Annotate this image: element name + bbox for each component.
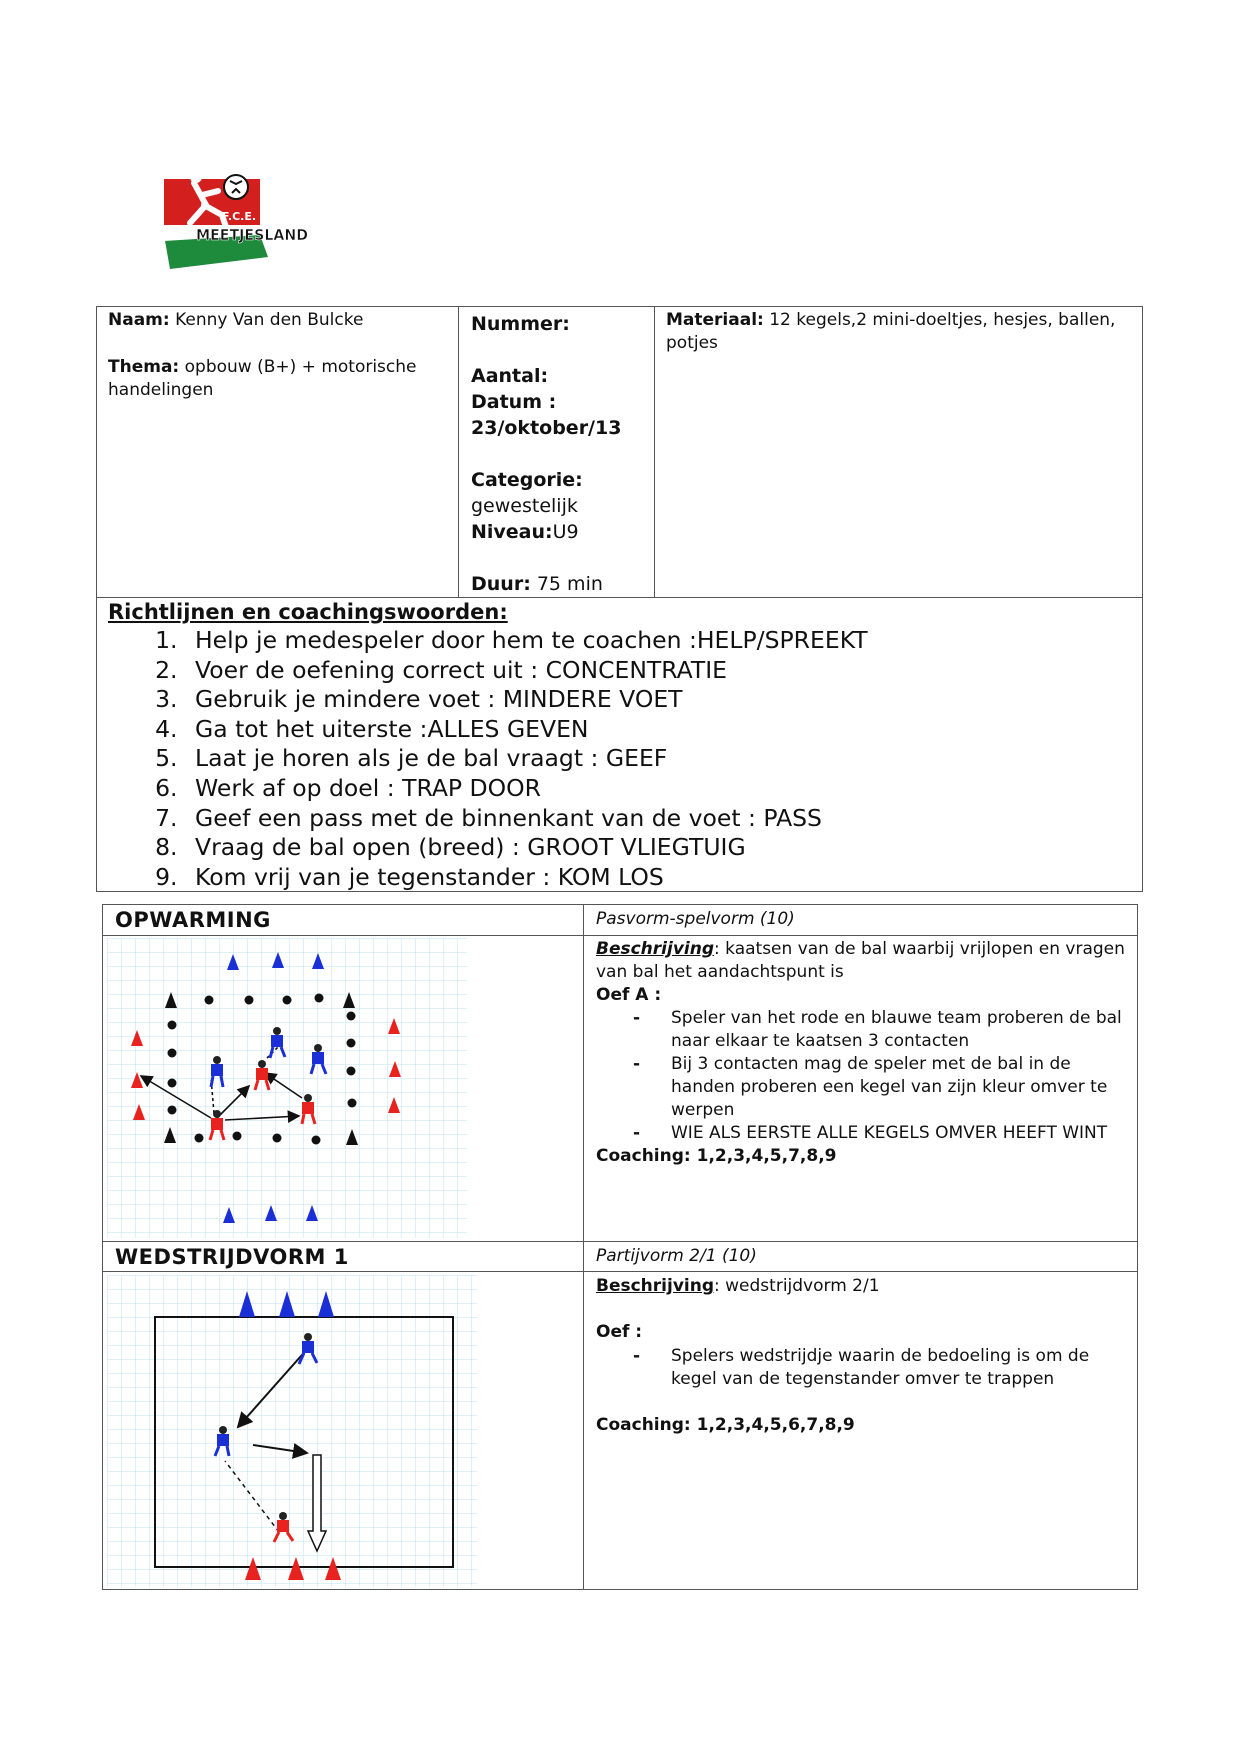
guidelines-title: Richtlijnen en coachingswoorden: bbox=[108, 600, 508, 624]
section-description bbox=[596, 1275, 1126, 1437]
duur-value: 75 min bbox=[536, 573, 603, 595]
materiaal-value: 12 kegels,2 mini-doeltjes, hesjes, ballen, potjes bbox=[666, 310, 1116, 353]
header-cell-details bbox=[459, 307, 655, 597]
beschrijving-text: : wedstrijdvorm 2/1 bbox=[714, 1276, 880, 1296]
coaching-value: 1,2,3,4,5,7,8,9 bbox=[696, 1146, 837, 1166]
niveau-label: Niveau: bbox=[471, 521, 553, 543]
categorie-value: gewestelijk bbox=[471, 495, 578, 517]
list-item: 3. Gebruik je mindere voet : MINDERE VOET bbox=[185, 685, 1128, 715]
list-item: 9. Kom vrij van je tegenstander : KOM LOS bbox=[185, 863, 1128, 893]
beschrijving-label: Beschrijving bbox=[596, 1276, 715, 1296]
beschrijving-label: Beschrijving bbox=[596, 939, 715, 959]
header-table bbox=[96, 306, 1143, 892]
list-item: 6. Werk af op doel : TRAP DOOR bbox=[185, 774, 1128, 804]
bullet-list bbox=[596, 1345, 1126, 1391]
list-item: 5. Laat je horen als je de bal vraagt : GEEF bbox=[185, 744, 1128, 774]
aantal-label: Aantal: bbox=[471, 365, 549, 387]
logo-line2: MEETJESLAND bbox=[196, 226, 308, 244]
list-item: 8. Vraag de bal open (breed) : GROOT VLIEGTUIG bbox=[185, 833, 1128, 863]
thema-value: opbouw (B+) + motorische handelingen bbox=[108, 357, 417, 400]
club-logo bbox=[160, 165, 312, 273]
logo-line1: F.C.E. bbox=[222, 210, 257, 223]
list-item: 4. Ga tot het uiterste :ALLES GEVEN bbox=[185, 715, 1128, 745]
list-item: 2. Voer de oefening correct uit : CONCENTRATIE bbox=[185, 656, 1128, 686]
divider bbox=[103, 935, 1137, 936]
niveau-value: U9 bbox=[552, 521, 579, 543]
list-item: 1. Help je medespeler door hem te coachen :HELP/SPREEKT bbox=[185, 626, 1128, 656]
datum-value: 23/oktober/13 bbox=[471, 417, 622, 439]
divider bbox=[97, 597, 1142, 598]
guidelines-list bbox=[108, 626, 1128, 892]
thema-label: Thema: bbox=[108, 357, 180, 377]
materiaal-label: Materiaal: bbox=[666, 310, 764, 330]
section-subtitle: Partijvorm 2/1 (10) bbox=[596, 1246, 757, 1266]
coaching-label: Coaching: bbox=[596, 1146, 691, 1166]
coaching-label: Coaching: bbox=[596, 1415, 691, 1435]
duur-label: Duur: bbox=[471, 573, 531, 595]
header-cell-material bbox=[655, 307, 1144, 597]
section-title-wedstrijdvorm: WEDSTRIJDVORM 1 bbox=[115, 1245, 349, 1269]
header-cell-name bbox=[97, 307, 459, 597]
oef-label: Oef : bbox=[596, 1322, 643, 1342]
list-item: - Bij 3 contacten mag de speler met de bal in de handen proberen een kegel van zijn kleur omver te werpen bbox=[671, 1053, 1126, 1122]
list-item: - Spelers wedstrijdje waarin de bedoeling is om de kegel van de tegenstander omver te trappen bbox=[671, 1345, 1126, 1391]
datum-label: Datum : bbox=[471, 391, 557, 413]
list-item: - Speler van het rode en blauwe team proberen de bal naar elkaar te kaatsen 3 contacten bbox=[671, 1007, 1126, 1053]
coaching-value: 1,2,3,4,5,6,7,8,9 bbox=[696, 1415, 855, 1435]
divider bbox=[103, 1271, 1137, 1272]
guidelines bbox=[108, 599, 1128, 892]
beschrijving-text: : kaatsen van de bal waarbij vrijlopen en vragen van bal het aandachtspunt is bbox=[596, 939, 1125, 982]
bullet-list bbox=[596, 1007, 1126, 1145]
section-description bbox=[596, 938, 1126, 1168]
exercise-table bbox=[102, 904, 1138, 1590]
nummer-label: Nummer: bbox=[471, 313, 570, 335]
section-title-opwarming: OPWARMING bbox=[115, 908, 271, 932]
oef-label: Oef A : bbox=[596, 985, 662, 1005]
diagram-opwarming bbox=[107, 938, 467, 1242]
naam-label: Naam: bbox=[108, 310, 170, 330]
categorie-label: Categorie: bbox=[471, 469, 583, 491]
diagram-wedstrijdvorm bbox=[107, 1275, 477, 1591]
section-subtitle: Pasvorm-spelvorm (10) bbox=[596, 909, 795, 929]
list-item: 7. Geef een pass met de binnenkant van de voet : PASS bbox=[185, 804, 1128, 834]
naam-value: Kenny Van den Bulcke bbox=[175, 310, 364, 330]
divider bbox=[583, 905, 584, 1589]
list-item: - WIE ALS EERSTE ALLE KEGELS OMVER HEEFT WINT bbox=[671, 1122, 1126, 1145]
